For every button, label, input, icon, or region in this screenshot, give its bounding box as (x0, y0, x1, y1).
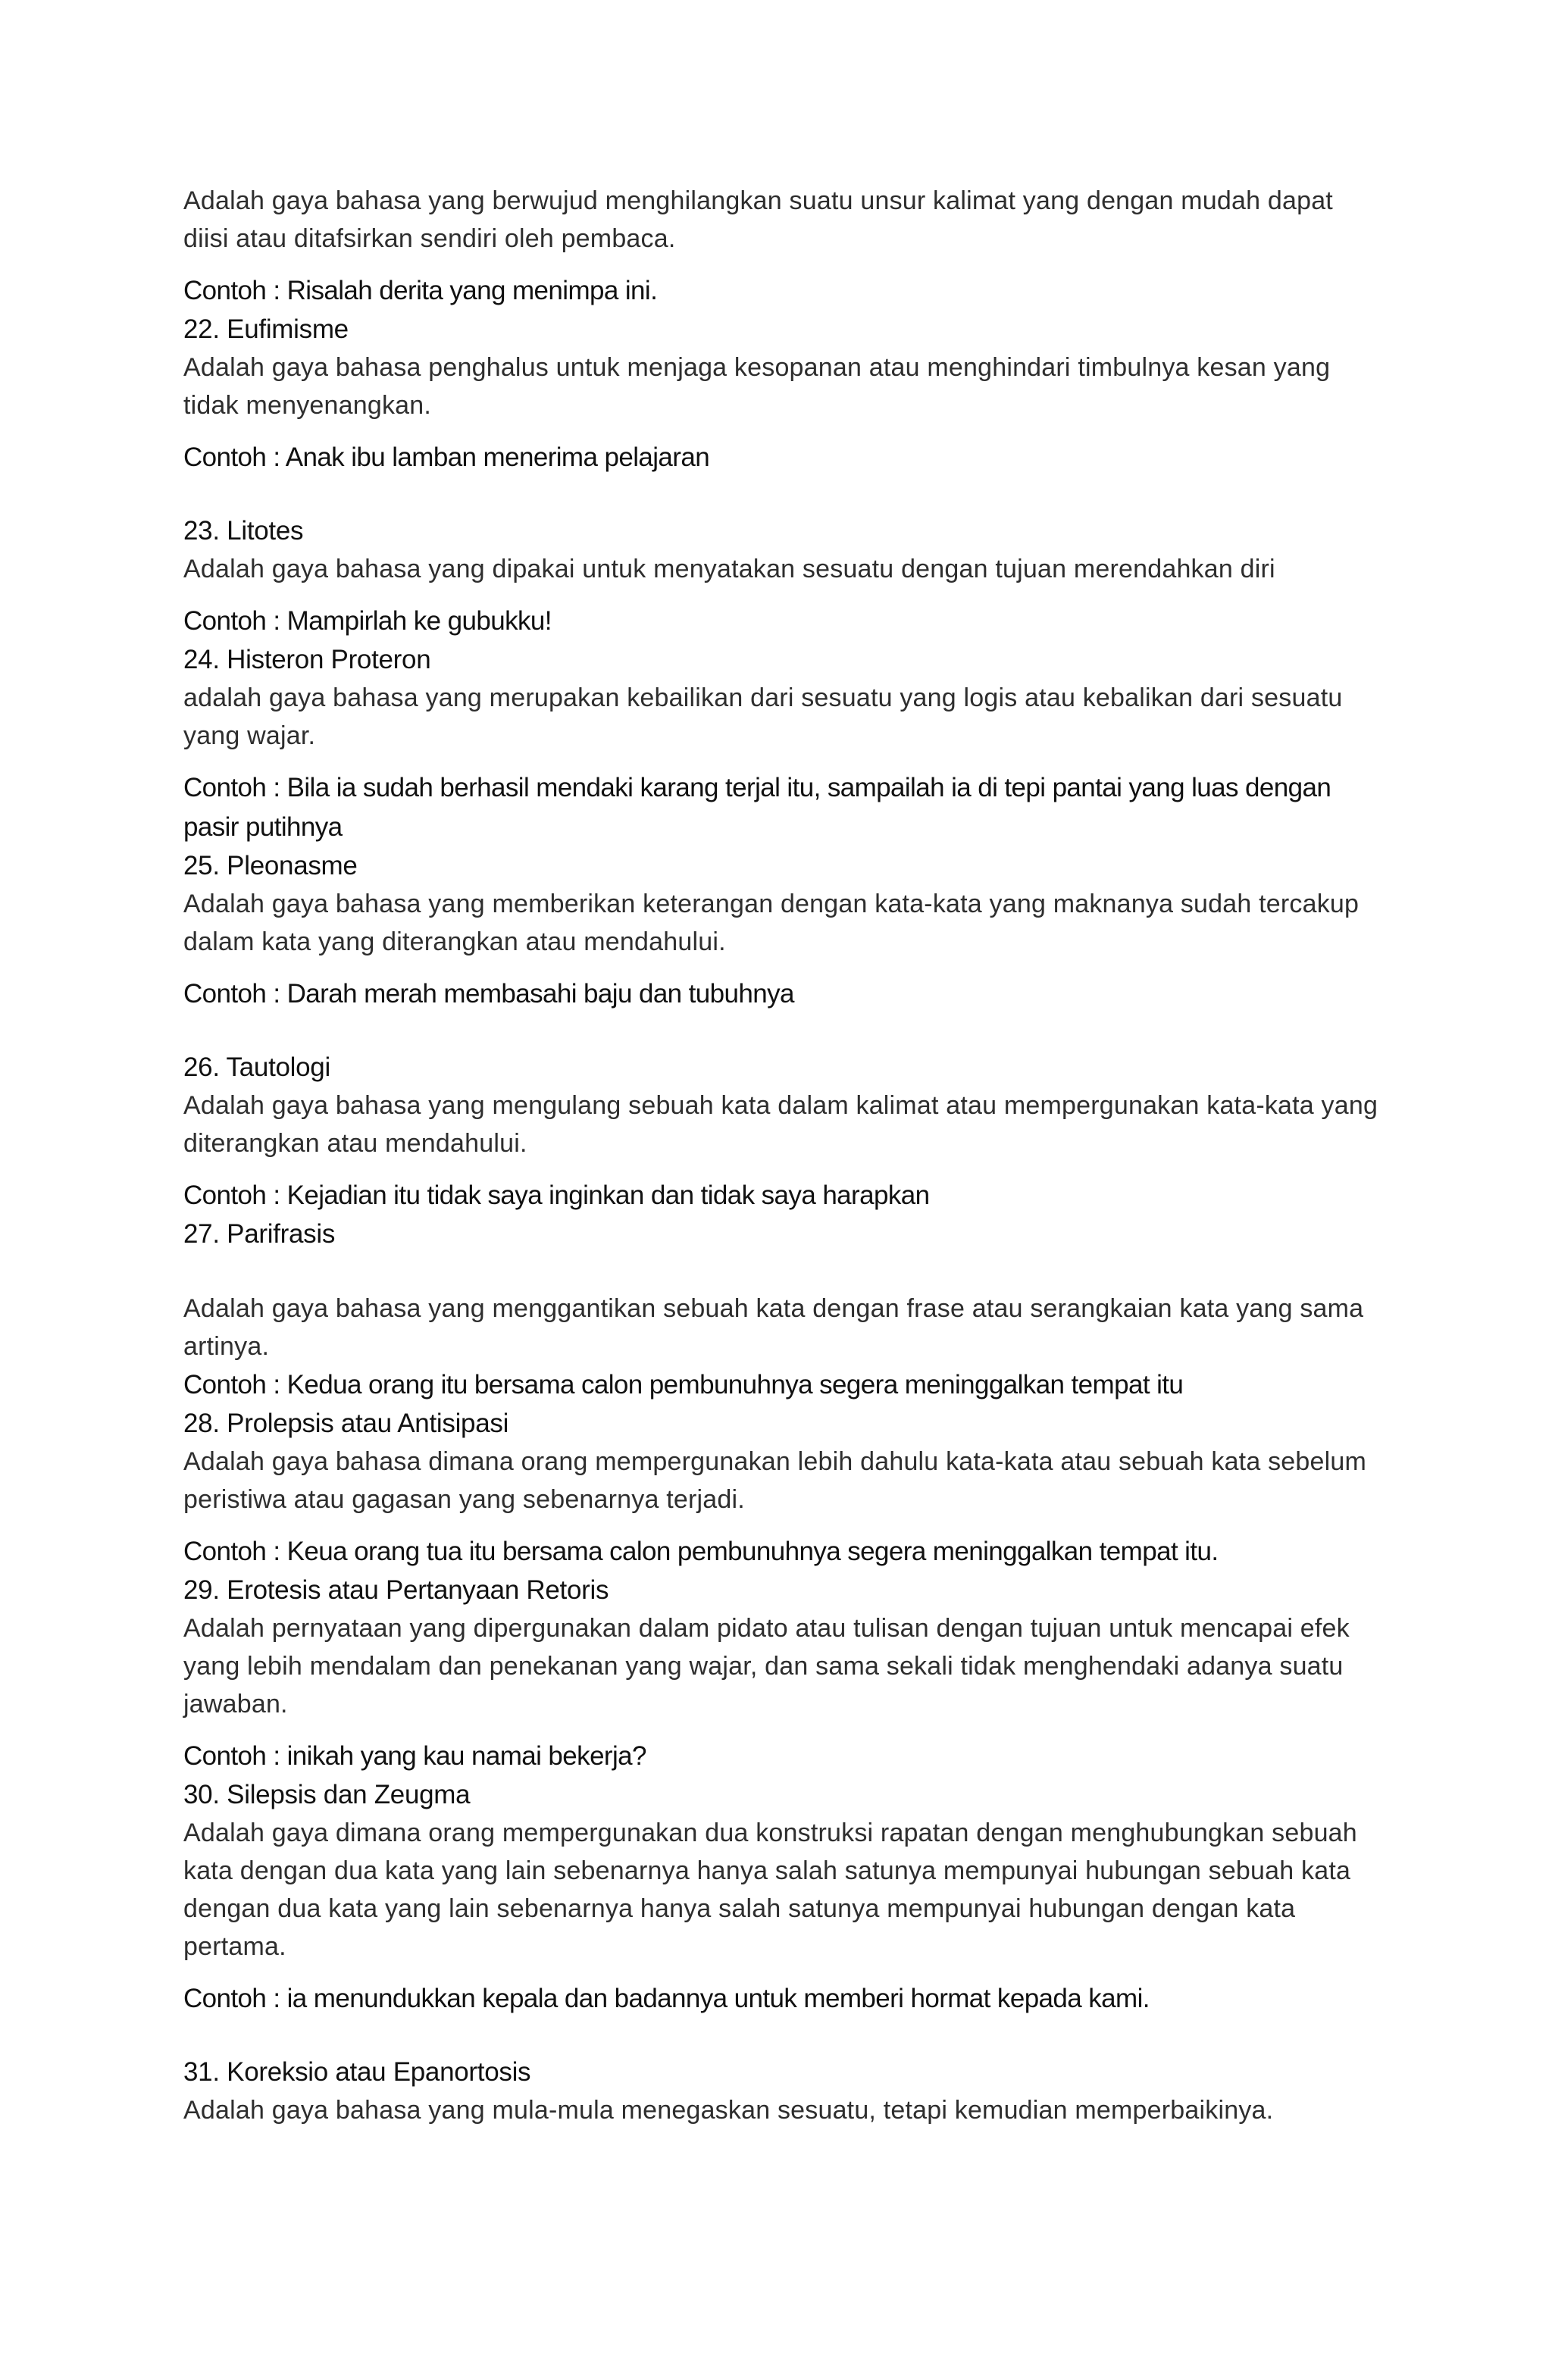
section-heading: 26. Tautologi (183, 1052, 330, 1082)
section-heading: 24. Histeron Proteron (183, 645, 431, 674)
example-line: Contoh : Darah merah membasahi baju dan tubuhnya (183, 979, 794, 1009)
example-line: Contoh : Kedua orang itu bersama calon pembunuhnya segera meninggalkan tempat itu (183, 1370, 1184, 1400)
spacer (183, 1966, 1381, 1979)
example-line: Contoh : Mampirlah ke gubukku! (183, 606, 552, 636)
spacer (183, 1723, 1381, 1737)
example-line: Contoh : Kejadian itu tidak saya inginkan dan tidak saya harapkan (183, 1181, 930, 1210)
example-line: Contoh : Bila ia sudah berhasil mendaki karang terjal itu, sampailah ia di tepi pantai yang luas dengan pasir putihnya (183, 773, 1331, 842)
definition-paragraph: Adalah gaya bahasa yang memberikan keterangan dengan kata-kata yang maknanya sudah tercakup dalam kata yang diterangkan atau mendahului. (183, 890, 1360, 956)
section-heading: 25. Pleonasme (183, 851, 358, 880)
definition-paragraph: Adalah gaya bahasa yang berwujud menghilangkan suatu unsur kalimat yang dengan mudah dapat diisi atau ditafsirkan sendiri oleh pembaca. (183, 186, 1333, 253)
definition-paragraph: Adalah gaya bahasa yang mengulang sebuah kata dalam kalimat atau mempergunakan kata-kata yang diterangkan atau mendahului. (183, 1091, 1378, 1158)
section-heading: 22. Eufimisme (183, 314, 349, 344)
spacer (183, 1518, 1381, 1532)
section-heading: 23. Litotes (183, 516, 304, 546)
spacer (183, 961, 1381, 974)
spacer (183, 477, 1381, 512)
definition-paragraph: Adalah gaya bahasa yang dipakai untuk menyatakan sesuatu dengan tujuan merendahkan diri (183, 555, 1275, 583)
example-line: Contoh : Risalah derita yang menimpa ini. (183, 276, 658, 305)
section-heading: 29. Erotesis atau Pertanyaan Retoris (183, 1575, 609, 1605)
spacer (183, 424, 1381, 438)
spacer (183, 755, 1381, 768)
spacer (183, 1014, 1381, 1049)
section-heading: 31. Koreksio atau Epanortosis (183, 2057, 531, 2087)
spacer (183, 258, 1381, 271)
example-line: Contoh : Anak ibu lamban menerima pelajaran (183, 443, 710, 472)
section-heading: 27. Parifrasis (183, 1219, 336, 1249)
definition-paragraph: adalah gaya bahasa yang merupakan kebailikan dari sesuatu yang logis atau kebalikan dari sesuatu yang wajar. (183, 683, 1343, 750)
document-body (183, 182, 1381, 2129)
definition-paragraph: Adalah gaya bahasa penghalus untuk menjaga kesopanan atau menghindari timbulnya kesan yang tidak menyenangkan. (183, 353, 1331, 420)
definition-paragraph: Adalah gaya bahasa dimana orang mempergunakan lebih dahulu kata-kata atau sebuah kata sebelum peristiwa atau gagasan yang sebenarnya terjadi. (183, 1447, 1367, 1514)
definition-paragraph: Adalah gaya bahasa yang menggantikan sebuah kata dengan frase atau serangkaian kata yang sama artinya. (183, 1294, 1364, 1361)
spacer (183, 588, 1381, 602)
spacer (183, 2019, 1381, 2053)
definition-paragraph: Adalah gaya bahasa yang mula-mula menegaskan sesuatu, tetapi kemudian memperbaikinya. (183, 2096, 1274, 2125)
example-line: Contoh : ia menundukkan kepala dan badannya untuk memberi hormat kepada kami. (183, 1984, 1150, 2013)
section-heading: 30. Silepsis dan Zeugma (183, 1780, 471, 1809)
section-heading: 28. Prolepsis atau Antisipasi (183, 1409, 509, 1438)
example-line: Contoh : inikah yang kau namai bekerja? (183, 1741, 646, 1771)
spacer (183, 1162, 1381, 1176)
definition-paragraph: Adalah gaya dimana orang mempergunakan dua konstruksi rapatan dengan menghubungkan sebuah kata dengan dua kata yang lain sebenarnya hanya salah satunya mempunyai hubungan sebuah kata dengan dua kata yang lain sebenarnya hanya salah satunya mempunyai hubungan dengan kata pertama. (183, 1819, 1357, 1961)
definition-paragraph: Adalah pernyataan yang dipergunakan dalam pidato atau tulisan dengan tujuan untuk mencapai efek yang lebih mendalam dan penekanan yang wajar, dan sama sekali tidak menghendaki adanya suatu jawaban. (183, 1614, 1350, 1719)
example-line: Contoh : Keua orang tua itu bersama calon pembunuhnya segera meninggalkan tempat itu. (183, 1537, 1219, 1566)
spacer (183, 1253, 1381, 1290)
